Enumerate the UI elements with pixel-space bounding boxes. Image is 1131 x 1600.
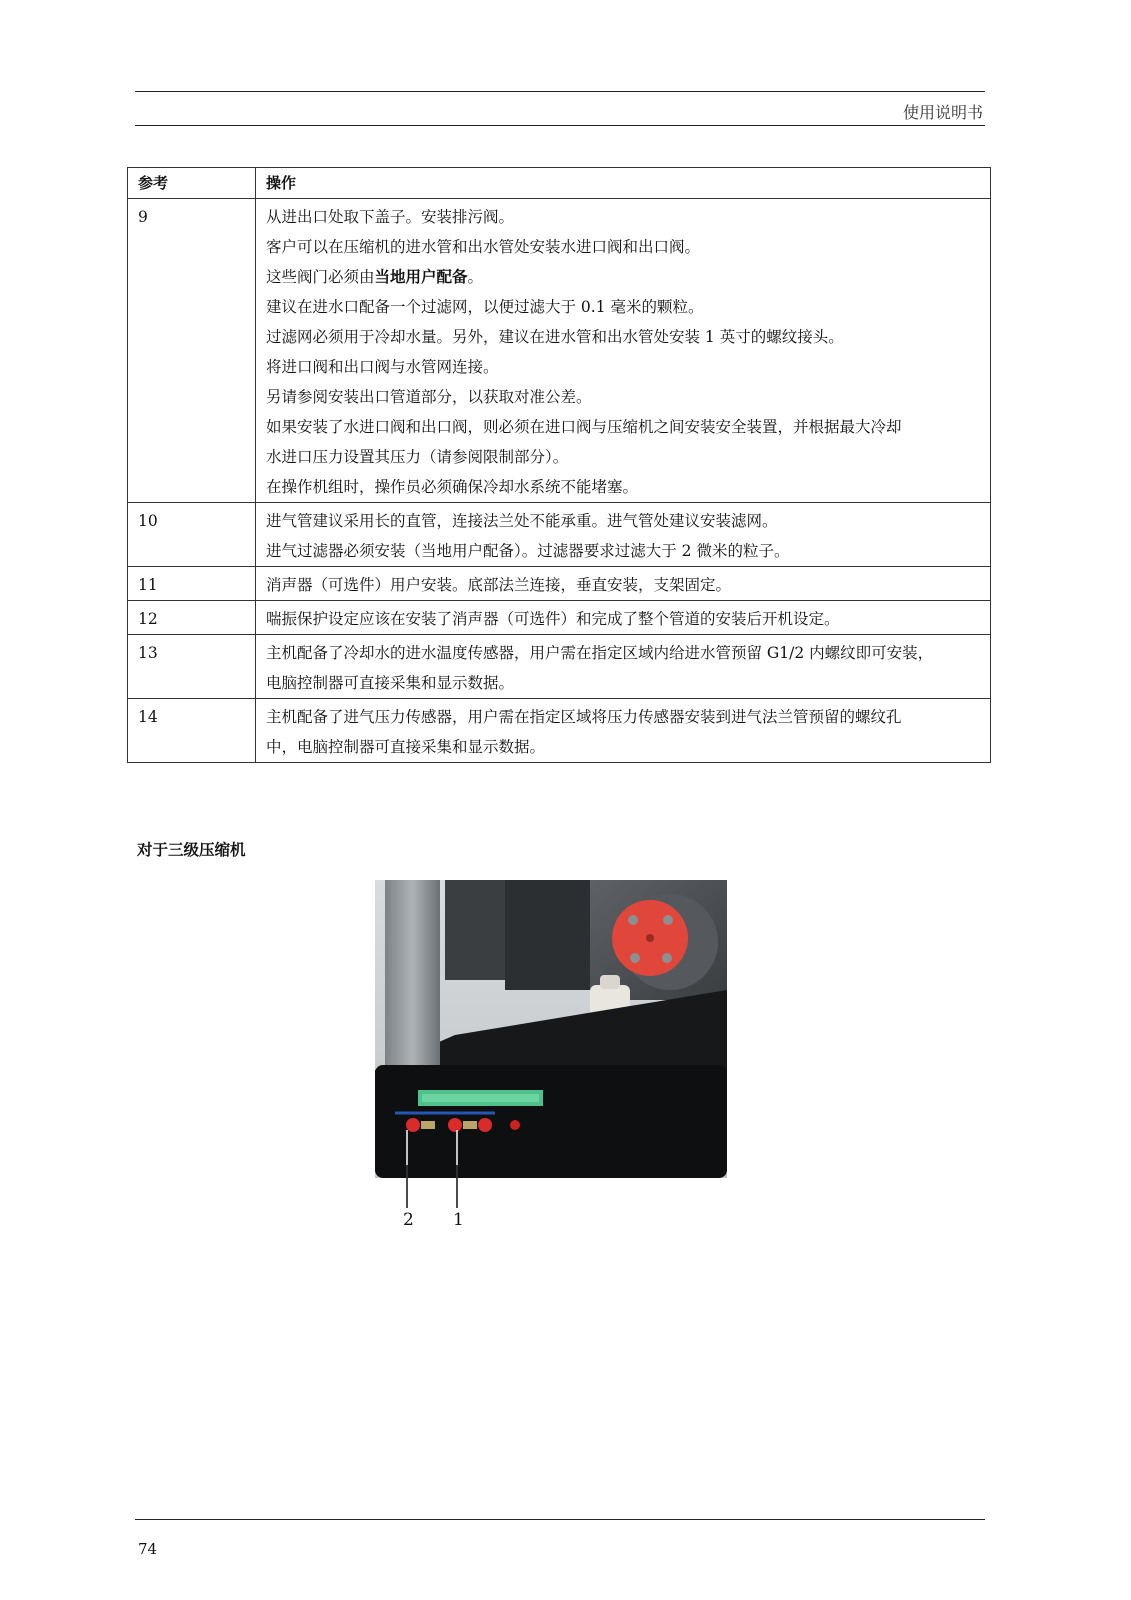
- page-number: 74: [138, 1540, 158, 1558]
- operation-line: 如果安装了水进口阀和出口阀，则必须在进口阀与压缩机之间安装安全装置，并根据最大冷却: [266, 418, 902, 436]
- table-row: [128, 699, 991, 763]
- operation-cell: [256, 635, 991, 699]
- operation-cell: [256, 699, 991, 763]
- operation-cell: [256, 567, 991, 601]
- operation-line: 客户可以在压缩机的进水管和出水管处安装水进口阀和出口阀。: [266, 238, 701, 256]
- callout-label-2: 2: [403, 1210, 414, 1230]
- operation-cell: [256, 503, 991, 567]
- ref-cell: 11: [128, 567, 256, 601]
- column-header-operation: 操作: [256, 168, 991, 199]
- header-rule-top: [135, 91, 985, 92]
- ref-cell: 14: [128, 699, 256, 763]
- footer-rule: [135, 1519, 985, 1520]
- operation-cell: [256, 199, 991, 503]
- section-title: 对于三级压缩机: [137, 841, 246, 859]
- compressor-illustration: [375, 880, 727, 1178]
- table-row: [128, 567, 991, 601]
- ref-cell: 12: [128, 601, 256, 635]
- table-header-row: [128, 168, 991, 199]
- operation-line: 主机配备了进气压力传感器，用户需在指定区域将压力传感器安装到进气法兰管预留的螺纹孔: [266, 708, 902, 726]
- callout-leader-lines: [375, 1165, 495, 1210]
- table-row: [128, 635, 991, 699]
- compressor-photo: [375, 880, 727, 1182]
- table-row: [128, 503, 991, 567]
- operation-line: 水进口压力设置其压力（请参阅限制部分）。: [266, 448, 569, 466]
- operation-line: 消声器（可选件）用户安装。底部法兰连接，垂直安装，支架固定。: [266, 576, 732, 594]
- ref-cell: 13: [128, 635, 256, 699]
- ref-cell: 10: [128, 503, 256, 567]
- operation-line: 电脑控制器可直接采集和显示数据。: [266, 674, 515, 692]
- ref-cell: 9: [128, 199, 256, 503]
- header-rule-bottom: [135, 125, 985, 126]
- operation-line: 另请参阅安装出口管道部分，以获取对准公差。: [266, 388, 592, 406]
- operation-line: 进气管建议采用长的直管，连接法兰处不能承重。进气管处建议安装滤网。: [266, 512, 778, 530]
- operation-line: 建议在进水口配备一个过滤网，以便过滤大于 0.1 毫米的颗粒。: [266, 298, 704, 316]
- operation-line-with-emphasis: [266, 262, 980, 292]
- operation-line: 主机配备了冷却水的进水温度传感器，用户需在指定区域内给进水管预留 G1/2 内螺纹即可安装，: [266, 644, 934, 662]
- text-span: 。: [467, 268, 484, 286]
- column-header-ref: 参考: [128, 168, 256, 199]
- callout-label-1: 1: [453, 1210, 464, 1230]
- table-row: [128, 199, 991, 503]
- operation-line: 过滤网必须用于冷却水量。另外，建议在进水管和出水管处安装 1 英寸的螺纹接头。: [266, 328, 844, 346]
- operation-line: 将进口阀和出口阀与水管网连接。: [266, 358, 499, 376]
- table-row: [128, 601, 991, 635]
- header-title: 使用说明书: [902, 103, 983, 122]
- operation-cell: [256, 601, 991, 635]
- emphasis-text: 当地用户配备: [374, 268, 468, 286]
- operation-line: 喘振保护设定应该在安装了消声器（可选件）和完成了整个管道的安装后开机设定。: [266, 610, 840, 628]
- operations-table: [127, 167, 991, 763]
- operation-line: 在操作机组时，操作员必须确保冷却水系统不能堵塞。: [266, 478, 639, 496]
- operation-line: 中，电脑控制器可直接采集和显示数据。: [266, 738, 546, 756]
- operation-line: 进气过滤器必须安装（当地用户配备）。过滤器要求过滤大于 2 微米的粒子。: [266, 542, 790, 560]
- operation-line: 从进出口处取下盖子。安装排污阀。: [266, 208, 515, 226]
- text-span: 这些阀门必须由: [266, 268, 375, 286]
